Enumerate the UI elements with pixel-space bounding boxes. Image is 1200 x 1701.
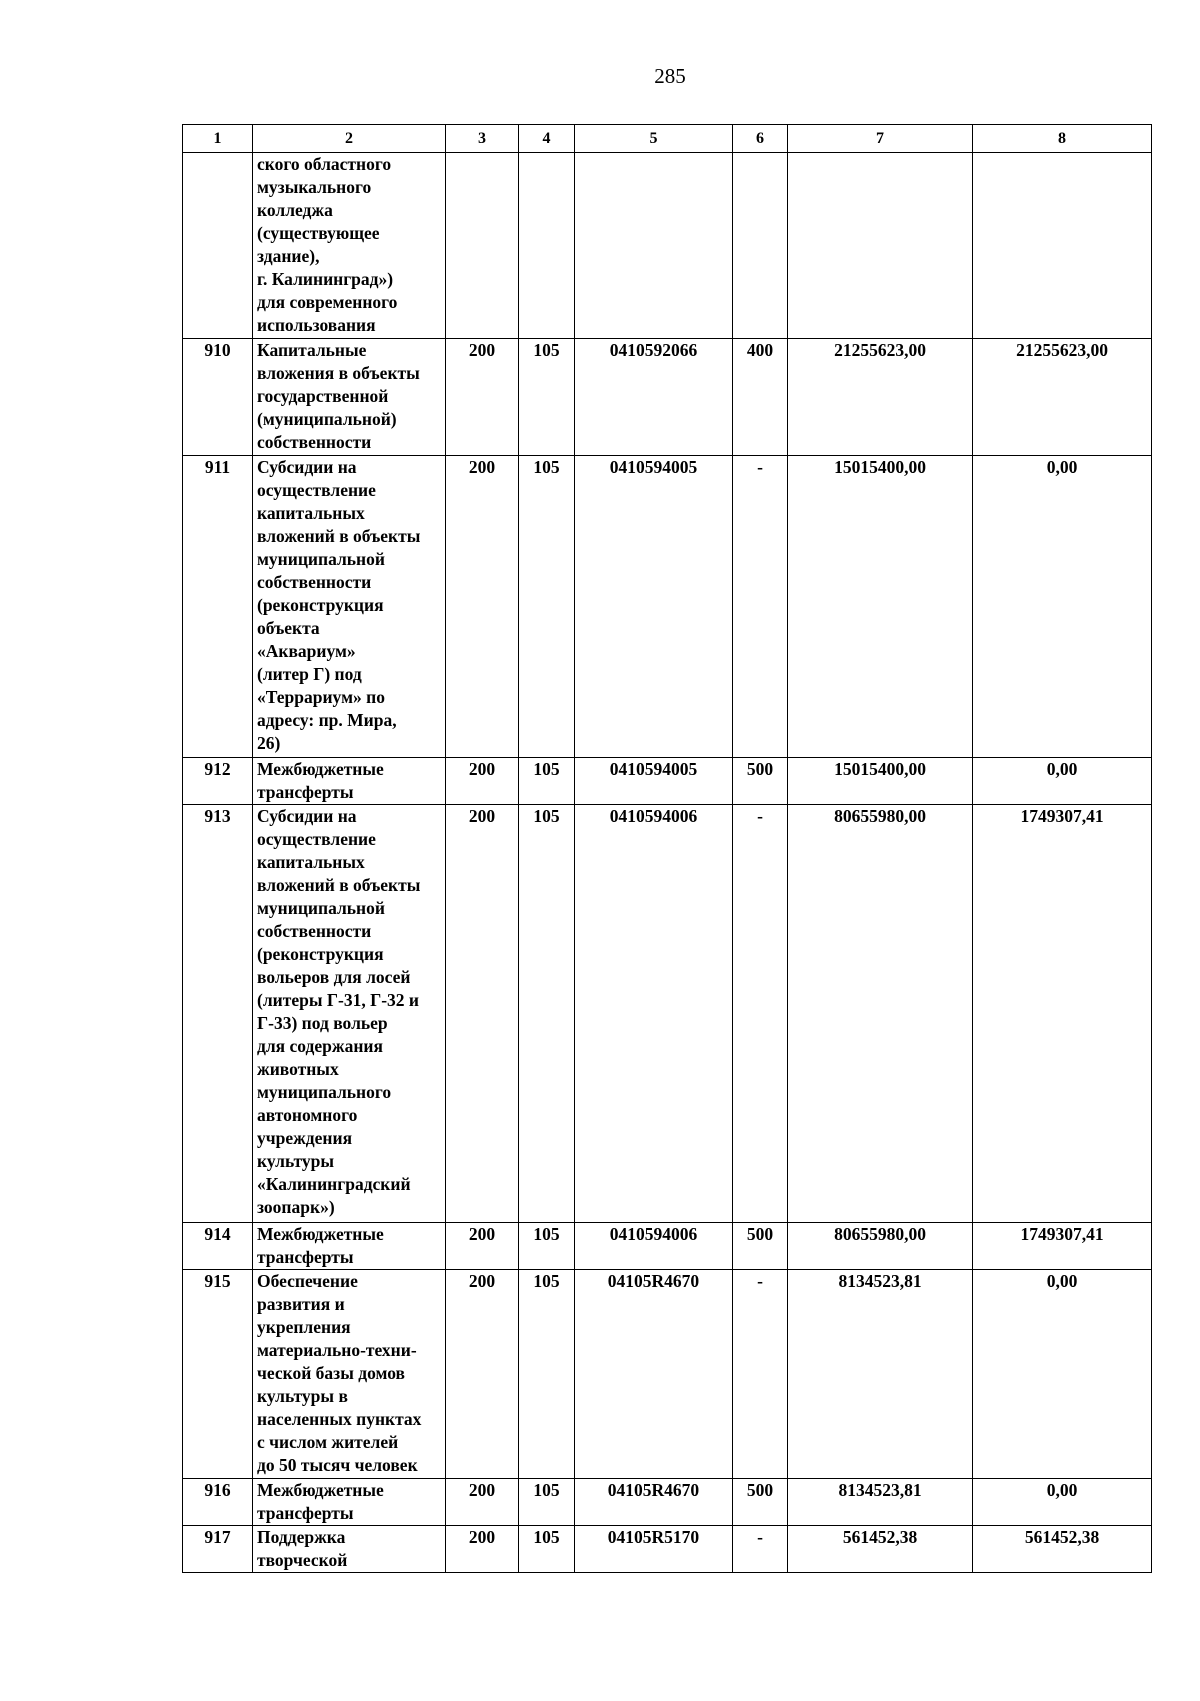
row-col-7: 15015400,00 [788,456,973,758]
row-col-3: 200 [446,339,519,456]
table-row [183,153,1152,339]
row-col-4: 105 [519,758,575,805]
table-row [183,339,1152,456]
row-name: Межбюджетные трансферты [253,1479,446,1526]
row-col-4: 105 [519,1223,575,1270]
row-col-7 [788,153,973,339]
row-col-7: 8134523,81 [788,1270,973,1479]
row-col-8: 0,00 [973,1479,1152,1526]
page-number: 285 [654,64,686,88]
row-name: Обеспечение развития и укрепления материально-техни- ческой базы домов культуры в населенных пунктах с числом жителей до 50 тысяч человек [253,1270,446,1479]
row-col-6: 400 [733,339,788,456]
table-row [183,456,1152,758]
header-col-5: 5 [575,125,733,153]
row-name: Поддержка творческой [253,1526,446,1573]
budget-table [182,124,1152,1573]
row-col-6: 500 [733,1223,788,1270]
row-name: Межбюджетные трансферты [253,758,446,805]
row-col-7: 8134523,81 [788,1479,973,1526]
row-col-5: 0410594006 [575,1223,733,1270]
row-col-8: 0,00 [973,758,1152,805]
row-name: Субсидии на осуществление капитальных вложений в объекты муниципальной собственности (реконструкция вольеров для лосей (литеры Г-31, Г-32 и Г-33) под вольер для содержания животных муниципального автономного учреждения культуры «Калининградский зоопарк») [253,805,446,1223]
row-col-4: 105 [519,456,575,758]
row-name: Субсидии на осуществление капитальных вложений в объекты муниципальной собственности (реконструкция объекта «Аквариум» (литер Г) под «Террариум» по адресу: пр. Мира, 26) [253,456,446,758]
row-number: 912 [183,758,253,805]
row-col-8: 1749307,41 [973,1223,1152,1270]
row-col-3: 200 [446,758,519,805]
row-col-4: 105 [519,1270,575,1479]
row-col-4: 105 [519,805,575,1223]
row-col-8 [973,153,1152,339]
table-row [183,1270,1152,1479]
header-col-4: 4 [519,125,575,153]
row-col-5: 0410594005 [575,758,733,805]
row-col-7: 21255623,00 [788,339,973,456]
row-number: 915 [183,1270,253,1479]
row-col-5 [575,153,733,339]
row-col-6 [733,153,788,339]
row-col-5: 0410592066 [575,339,733,456]
row-col-6: - [733,1526,788,1573]
row-col-4: 105 [519,1526,575,1573]
row-col-4 [519,153,575,339]
row-col-3: 200 [446,1223,519,1270]
row-col-3: 200 [446,456,519,758]
row-col-7: 80655980,00 [788,1223,973,1270]
row-number: 916 [183,1479,253,1526]
row-col-5: 04105R5170 [575,1526,733,1573]
table-row [183,1479,1152,1526]
row-col-8: 0,00 [973,456,1152,758]
row-col-3: 200 [446,1479,519,1526]
header-row [183,125,1152,153]
row-name: ского областного музыкального колледжа (существующее здание), г. Калининград») для современного использования [253,153,446,339]
row-col-3: 200 [446,1270,519,1479]
header-col-8: 8 [973,125,1152,153]
header-col-2: 2 [253,125,446,153]
row-col-6: - [733,805,788,1223]
row-col-8: 561452,38 [973,1526,1152,1573]
row-col-6: - [733,456,788,758]
table-row [183,805,1152,1223]
table-row [183,758,1152,805]
row-col-4: 105 [519,1479,575,1526]
row-col-6: 500 [733,758,788,805]
table-body [183,153,1152,1573]
row-col-8: 0,00 [973,1270,1152,1479]
table-row [183,1526,1152,1573]
header-col-3: 3 [446,125,519,153]
header-col-7: 7 [788,125,973,153]
row-number [183,153,253,339]
row-col-7: 15015400,00 [788,758,973,805]
header-col-6: 6 [733,125,788,153]
row-name: Межбюджетные трансферты [253,1223,446,1270]
row-col-4: 105 [519,339,575,456]
row-col-7: 561452,38 [788,1526,973,1573]
row-number: 914 [183,1223,253,1270]
row-number: 911 [183,456,253,758]
row-col-3: 200 [446,1526,519,1573]
table-header [183,125,1152,153]
table-row [183,1223,1152,1270]
header-col-1: 1 [183,125,253,153]
row-col-6: 500 [733,1479,788,1526]
row-name: Капитальные вложения в объекты государственной (муниципальной) собственности [253,339,446,456]
row-col-3 [446,153,519,339]
row-col-5: 0410594005 [575,456,733,758]
row-col-3: 200 [446,805,519,1223]
row-number: 910 [183,339,253,456]
row-col-5: 04105R4670 [575,1479,733,1526]
row-col-8: 1749307,41 [973,805,1152,1223]
row-number: 917 [183,1526,253,1573]
row-number: 913 [183,805,253,1223]
row-col-6: - [733,1270,788,1479]
row-col-5: 04105R4670 [575,1270,733,1479]
row-col-5: 0410594006 [575,805,733,1223]
row-col-7: 80655980,00 [788,805,973,1223]
row-col-8: 21255623,00 [973,339,1152,456]
